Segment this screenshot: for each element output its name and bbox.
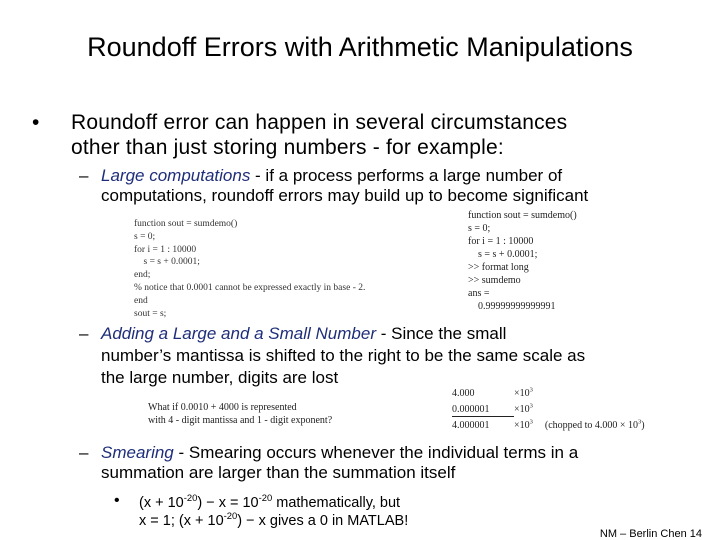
base: ×10 bbox=[514, 388, 530, 399]
sub2-line3: the large number, digits are lost bbox=[101, 368, 339, 387]
text: (x + 10 bbox=[139, 495, 184, 511]
sub1-emphasis: Large computations bbox=[101, 166, 251, 185]
code-line: s = s + 0.0001; bbox=[468, 249, 538, 260]
sub2-line2: number’s mantissa is shifted to the right to be the same scale as bbox=[101, 346, 586, 365]
text: ) − x = 10 bbox=[197, 495, 259, 511]
code-block-right bbox=[468, 209, 577, 313]
code-line: s = 0; bbox=[468, 223, 491, 234]
code-line: ans = bbox=[468, 288, 490, 299]
code-line: end bbox=[134, 295, 148, 306]
code-line: % notice that 0.0001 cannot be expressed exactly in base - 2. bbox=[134, 282, 366, 293]
code-line: >> format long bbox=[468, 262, 529, 273]
code-line: s = s + 0.0001; bbox=[134, 257, 200, 268]
exponent: 3 bbox=[638, 418, 642, 426]
example2-row1 bbox=[452, 387, 533, 400]
slide-footer: NM – Berlin Chen 14 bbox=[599, 528, 702, 540]
bullet1-line1: Roundoff error can happen in several circumstances bbox=[71, 111, 568, 134]
dash-marker: – bbox=[79, 443, 89, 462]
example2-question bbox=[148, 401, 332, 427]
sub2-line1 bbox=[101, 324, 506, 344]
question-line: with 4 - digit mantissa and 1 - digit exponent? bbox=[148, 415, 333, 426]
mantissa: 4.000001 bbox=[452, 420, 490, 431]
bullet-marker: • bbox=[32, 111, 40, 134]
code-line: for i = 1 : 10000 bbox=[134, 244, 197, 255]
dash-marker: – bbox=[79, 166, 89, 185]
superscript: -20 bbox=[258, 492, 273, 504]
code-line: sout = s; bbox=[134, 308, 167, 319]
sub2-text1: - Since the small bbox=[376, 324, 507, 343]
sub3-line2: summation are larger than the summation itself bbox=[101, 463, 456, 482]
code-line: >> sumdemo bbox=[468, 275, 521, 286]
sub1-line2: computations, roundoff errors may build up to become significant bbox=[101, 186, 589, 205]
sub3-emphasis: Smearing bbox=[101, 443, 174, 462]
code-line: function sout = sumdemo() bbox=[134, 219, 238, 229]
exponent: 3 bbox=[529, 386, 533, 394]
smearing-line2 bbox=[139, 512, 408, 530]
text: x = 1; (x + 10 bbox=[139, 513, 224, 529]
superscript: -20 bbox=[183, 492, 198, 504]
mantissa: 0.000001 bbox=[452, 403, 514, 417]
sub3-line1 bbox=[101, 443, 578, 463]
smearing-line1 bbox=[139, 494, 400, 512]
base: ×10 bbox=[514, 420, 530, 431]
text: mathematically, but bbox=[272, 495, 401, 511]
code-line: 0.99999999999991 bbox=[468, 301, 556, 312]
example2-row2 bbox=[452, 403, 533, 417]
sub1-line1 bbox=[101, 166, 562, 186]
exponent: 3 bbox=[529, 402, 533, 410]
sub3-text1: - Smearing occurs whenever the individual terms in a bbox=[173, 443, 579, 462]
bullet1-line2: other than just storing numbers - for example: bbox=[71, 136, 504, 159]
code-line: function sout = sumdemo() bbox=[468, 210, 577, 221]
chopped-note-close: ) bbox=[641, 420, 645, 431]
sub1-text1: - if a process performs a large number of bbox=[250, 166, 563, 185]
question-line: What if 0.0010 + 4000 is represented bbox=[148, 402, 297, 413]
slide-title: Roundoff Errors with Arithmetic Manipulations bbox=[87, 32, 633, 62]
sub2-emphasis: Adding a Large and a Small Number bbox=[101, 324, 376, 343]
code-block-left bbox=[134, 218, 365, 320]
text: ) − x gives a 0 in MATLAB! bbox=[237, 513, 409, 529]
chopped-note: (chopped to 4.000 × 10 bbox=[544, 420, 639, 431]
example2-row3 bbox=[452, 419, 645, 432]
dash-marker: – bbox=[79, 324, 89, 343]
code-line: end; bbox=[134, 270, 151, 281]
mantissa: 4.000 bbox=[452, 388, 475, 399]
superscript: -20 bbox=[223, 510, 238, 522]
exponent: 3 bbox=[529, 418, 533, 426]
bullet-marker: • bbox=[114, 492, 120, 509]
code-line: for i = 1 : 10000 bbox=[468, 236, 534, 247]
base: ×10 bbox=[514, 404, 530, 415]
code-line: s = 0; bbox=[134, 231, 156, 242]
